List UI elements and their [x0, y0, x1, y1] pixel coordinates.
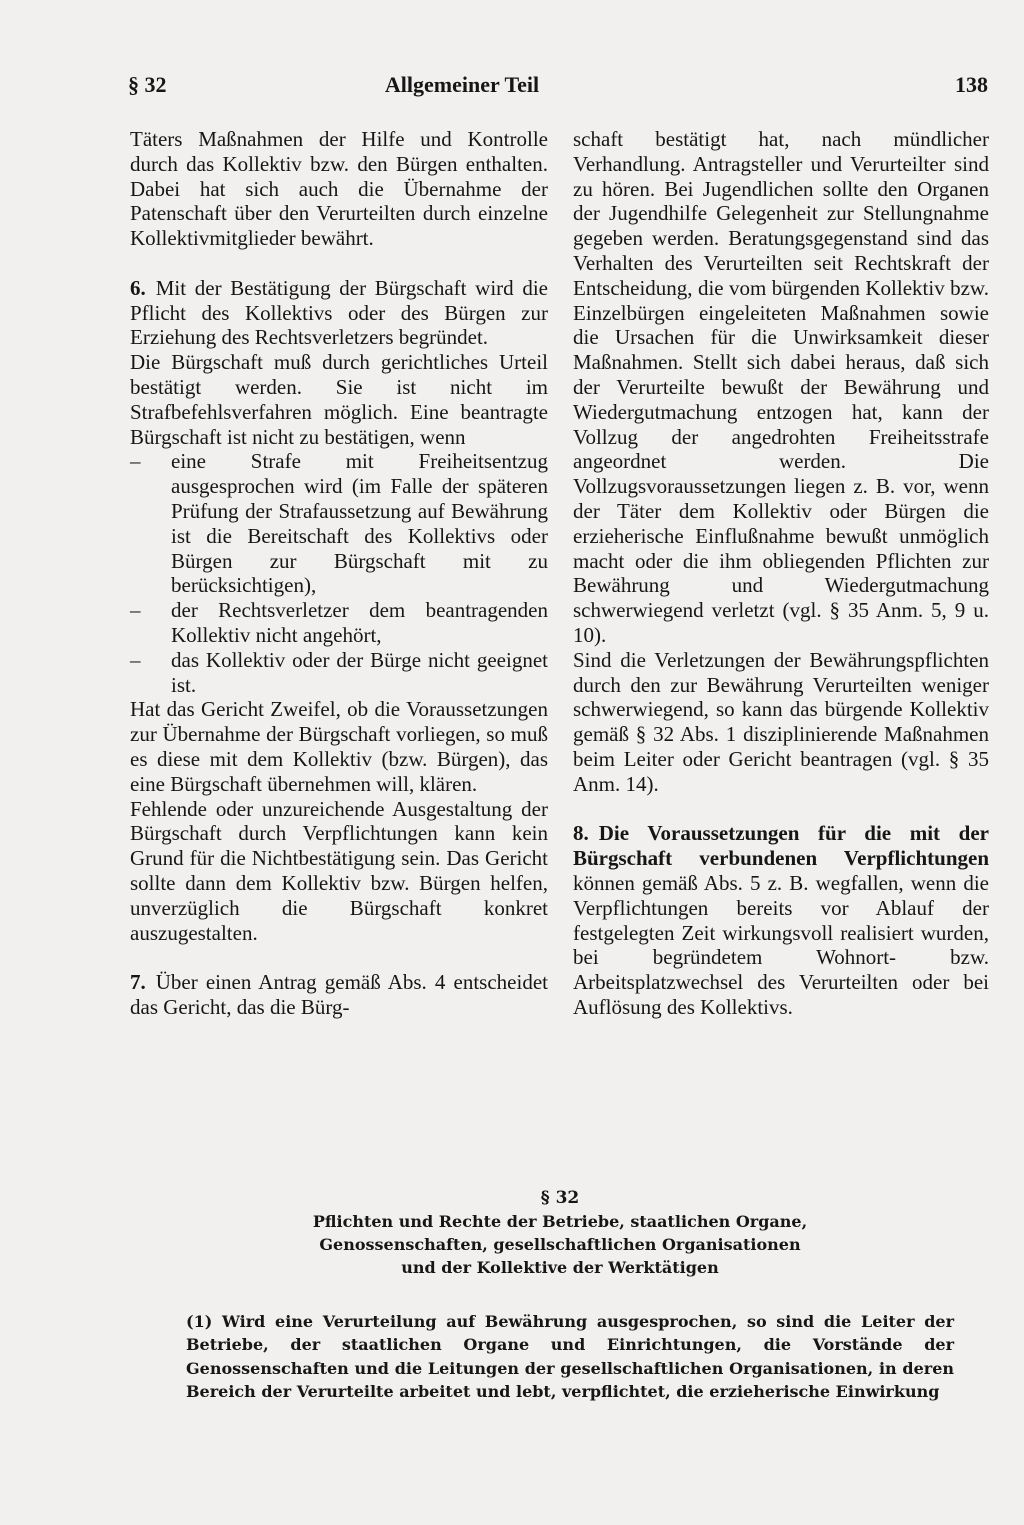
section-heading	[130, 1187, 990, 1279]
note-7-number: 7.	[130, 970, 146, 995]
note-6-paragraph-3: Hat das Gericht Zweifel, ob die Voraussetzungen zur Übernahme der Bürgschaft vorliegen, so muß es diese mit dem Kollektiv (bzw. Bürgen), das eine Bürgschaft übernehmen will, klären.	[130, 697, 548, 796]
note-8	[573, 821, 989, 1019]
page-header	[128, 72, 988, 106]
commentary-intro: Täters Maßnahmen der Hilfe und Kontrolle durch das Kollektiv bzw. den Bürgen enthalten. Dabei hat sich auch die Übernahme der Patenschaft über den Verurteilten durch einzelne Kollektivmitglieder bewährt.	[130, 127, 548, 251]
dash-list-item: – das Kollektiv oder der Bürge nicht geeignet ist.	[130, 648, 548, 698]
note-7-text: Über einen Antrag gemäß Abs. 4 entscheidet das Gericht, das die Bürg-	[130, 970, 548, 1019]
note-6	[130, 276, 548, 350]
right-column	[573, 127, 989, 1020]
section-title-line: Genossenschaften, gesellschaftlichen Organisationen	[319, 1235, 801, 1254]
note-8-heading: Die Voraussetzungen für die mit der Bürgschaft verbundenen Verpflichtungen	[573, 821, 989, 871]
note-6-paragraph-4: Fehlende oder unzureichende Ausgestaltung der Bürgschaft durch Verpflichtungen kann kein Grund für die Nichtbestätigung sein. Das Gericht sollte dann dem Kollektiv bzw. Bürgen helfen, unverzüglich die Bürgschaft konkret auszugestalten.	[130, 796, 548, 945]
note-7-continued: schaft bestätigt hat, nach mündlicher Verhandlung. Antragsteller und Verurteilter sind zu hören. Bei Jugendlichen sollte den Organen der Jugendhilfe Gelegenheit zur Stellungnahme gegeben werden. Beratungsgegenstand sind das Verhalten des Verurteilten seit Rechtskraft der Entscheidung, die vom bürgenden Kollektiv bzw. Einzelbürgen eingeleiteten Maßnahmen sowie die Ursachen für die Unwirksamkeit dieser Maßnahmen. Stellt sich dabei heraus, daß sich der Verurteilte bewußt der Bewährung und Wiedergutmachung entzogen hat, kann der Vollzug der angedrohten Freiheitsstrafe angeordnet werden. Die Vollzugsvoraussetzungen liegen z. B. vor, wenn der Täter dem Kollektiv oder Bürgen die erzieherische Einflußnahme bewußt unmöglich macht oder die ihm obliegenden Pflichten zur Bewährung und Wiedergutmachung schwerwiegend verletzt (vgl. § 35 Anm. 5, 9 u. 10).	[573, 127, 989, 647]
header-title: Allgemeiner Teil	[384, 72, 540, 97]
note-8-text: können gemäß Abs. 5 z. B. wegfallen, wenn die Verpflichtungen bereits vor Ablauf der festgelegten Zeit wirkungsvoll realisiert wurden, bei begründetem Wohnort- bzw. Arbeitsplatzwechsel des Verurteilten oder bei Auflösung des Kollektivs.	[573, 870, 989, 1019]
dash-list-item: – der Rechtsverletzer dem beantragenden Kollektiv nicht angehört,	[130, 598, 548, 648]
note-7-paragraph-2: Sind die Verletzungen der Bewährungspflichten durch den zur Bewährung Verurteilten weniger schwerwiegend, so kann das bürgende Kollektiv gemäß § 32 Abs. 1 disziplinierende Maßnahmen beim Leiter oder Gericht beantragen (vgl. § 35 Anm. 14).	[573, 647, 989, 796]
note-6-paragraph-2: Die Bürgschaft muß durch gerichtliches Urteil bestätigt werden. Sie ist nicht im Strafbefehlsverfahren möglich. Eine beantragte Bürgschaft ist nicht zu bestätigen, wenn	[130, 350, 548, 449]
left-column	[130, 127, 548, 1020]
page-number: 138	[955, 72, 988, 97]
section-title-line: Pflichten und Rechte der Betriebe, staatlichen Organe,	[312, 1212, 808, 1231]
note-8-number: 8.	[573, 821, 589, 846]
note-7	[130, 970, 548, 1020]
header-section-ref: § 32	[128, 72, 167, 97]
note-6-number: 6.	[130, 275, 146, 300]
dash-list	[130, 449, 548, 697]
statute-paragraph-1: (1) Wird eine Verurteilung auf Bewährung ausgesprochen, so sind die Leiter der Betriebe, der staatlichen Organe und Einrichtungen, die Vorstände der Genossenschaften und die Leitungen der gesellschaftlichen Organisationen, in deren Bereich der Verurteilte arbeitet und lebt, verpflichtet, die erzieherische Einwirkung	[186, 1312, 954, 1402]
dash-list-item: – eine Strafe mit Freiheitsentzug ausgesprochen wird (im Falle der späteren Prüfung der Strafaussetzung auf Bewährung ist die Bereitschaft des Kollektivs oder Bürgen zur Bürgschaft mit zu berücksichtigen),	[130, 449, 548, 598]
section-marker: § 32	[540, 1188, 580, 1208]
note-6-text: Mit der Bestätigung der Bürgschaft wird die Pflicht des Kollektivs oder des Bürgen zur Erziehung des Rechtsverletzers begründet.	[130, 275, 548, 350]
section-title-line: und der Kollektive der Werktätigen	[401, 1258, 719, 1277]
